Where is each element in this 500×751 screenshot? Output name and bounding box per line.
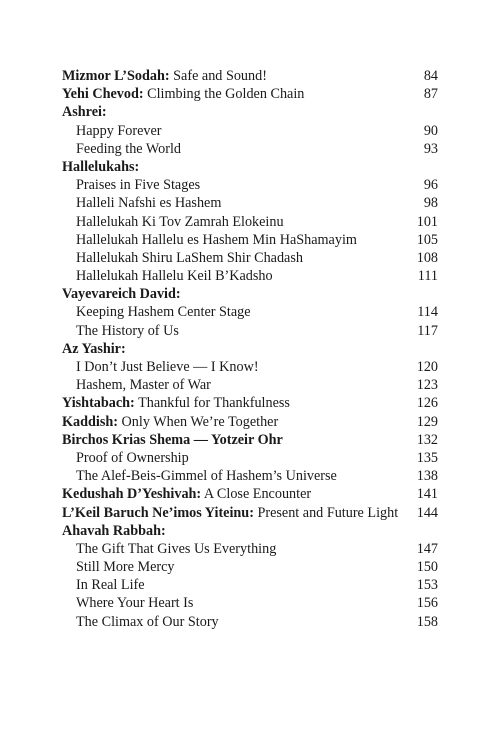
toc-subentry — [62, 467, 438, 485]
toc-entry — [62, 522, 438, 540]
toc-entry-title — [62, 85, 304, 103]
toc-subentry — [62, 449, 438, 467]
table-of-contents — [62, 67, 438, 631]
toc-page-number: 153 — [416, 577, 438, 594]
toc-entry — [62, 394, 438, 412]
toc-page-number: 87 — [423, 86, 438, 103]
toc-entry-subtitle: Keeping Hashem Center Stage — [76, 304, 251, 321]
toc-entry-title — [62, 449, 189, 467]
toc-page-number: 93 — [423, 140, 438, 157]
toc-entry-heading: Ahavah Rabbah: — [62, 522, 166, 539]
toc-entry-title — [62, 376, 211, 394]
toc-entry-heading: Kedushah D’Yeshivah: — [62, 486, 202, 503]
toc-entry-title — [62, 67, 267, 85]
toc-entry-subtitle: Hashem, Master of War — [76, 377, 211, 394]
toc-page-number: 123 — [416, 377, 438, 394]
toc-entry-title — [62, 176, 200, 194]
toc-entry-heading: Ashrei: — [62, 104, 107, 121]
toc-entry-title — [62, 504, 398, 522]
toc-subentry — [62, 122, 438, 140]
toc-entry-title — [62, 158, 139, 176]
toc-entry-subtitle: Safe and Sound! — [169, 68, 267, 84]
toc-entry-subtitle: Still More Mercy — [76, 559, 175, 576]
toc-entry-heading: Vayevareich David: — [62, 286, 181, 303]
toc-page-number: 147 — [416, 540, 438, 557]
toc-entry-subtitle: The History of Us — [76, 322, 179, 339]
toc-page-number: 141 — [416, 486, 438, 503]
toc-page-number: 84 — [423, 68, 438, 84]
toc-entry-subtitle: The Gift That Gives Us Everything — [76, 540, 277, 557]
toc-entry-title — [62, 340, 126, 358]
toc-entry-subtitle: The Climax of Our Story — [76, 613, 219, 630]
toc-subentry — [62, 576, 438, 594]
toc-entry-subtitle: Hallelukah Ki Tov Zamrah Elokeinu — [76, 213, 284, 230]
toc-entry-title — [62, 413, 278, 431]
toc-subentry — [62, 249, 438, 267]
toc-page-number: 90 — [423, 122, 438, 139]
toc-page-number: 156 — [416, 595, 438, 612]
toc-entry-subtitle: Halleli Nafshi es Hashem — [76, 195, 222, 212]
toc-page-number: 117 — [417, 322, 438, 339]
toc-subentry — [62, 540, 438, 558]
toc-subentry — [62, 594, 438, 612]
toc-entry — [62, 103, 438, 121]
toc-entry — [62, 85, 438, 103]
toc-entry — [62, 340, 438, 358]
toc-subentry — [62, 194, 438, 212]
toc-subentry — [62, 176, 438, 194]
toc-entry-title — [62, 467, 337, 485]
toc-subentry — [62, 358, 438, 376]
toc-entry-heading: Yishtabach: — [62, 395, 135, 412]
toc-subentry — [62, 322, 438, 340]
toc-entry-subtitle: Present and Future Light — [253, 504, 399, 521]
toc-entry-title — [62, 249, 303, 267]
toc-entry-title — [62, 613, 219, 631]
toc-entry — [62, 285, 438, 303]
toc-entry-subtitle: Climbing the Golden Chain — [143, 86, 305, 103]
toc-entry-subtitle: Where Your Heart Is — [76, 595, 194, 612]
toc-entry-subtitle: Hallelukah Shiru LaShem Shir Chadash — [76, 249, 303, 266]
toc-entry-subtitle: In Real Life — [76, 577, 145, 594]
toc-page-number: 101 — [416, 213, 438, 230]
toc-entry-subtitle: I Don’t Just Believe — I Know! — [76, 359, 259, 375]
toc-page-number: 98 — [423, 195, 438, 212]
toc-entry — [62, 413, 438, 431]
toc-entry-subtitle: The Alef-Beis-Gimmel of Hashem’s Universe — [76, 468, 337, 485]
toc-entry-heading: Yehi Chevod: — [62, 86, 144, 103]
toc-page-number: 105 — [416, 231, 438, 248]
toc-entry-title — [62, 213, 284, 231]
toc-entry-heading: Mizmor L’Sodah: — [62, 68, 170, 84]
toc-entry-subtitle: Hallelukah Hallelu Keil B’Kadsho — [76, 268, 273, 285]
toc-entry-heading: Hallelukahs: — [62, 158, 140, 175]
toc-entry-heading: Az Yashir: — [62, 340, 126, 357]
toc-subentry — [62, 231, 438, 249]
toc-entry-title — [62, 540, 276, 558]
toc-entry-title — [62, 322, 179, 340]
toc-subentry — [62, 613, 438, 631]
toc-page-number: 111 — [417, 268, 438, 285]
toc-subentry — [62, 213, 438, 231]
toc-entry-title — [62, 194, 221, 212]
toc-page-number: 108 — [416, 249, 438, 266]
toc-entry-heading: Birchos Krias Shema — Yotzeir Ohr — [62, 431, 283, 448]
toc-page-number: 144 — [416, 504, 438, 521]
toc-entry — [62, 431, 438, 449]
toc-page-number: 150 — [416, 559, 438, 576]
toc-page-number: 114 — [417, 304, 438, 321]
toc-entry-heading: Kaddish: — [62, 413, 118, 430]
toc-subentry — [62, 376, 438, 394]
toc-entry-subtitle: Only When We’re Together — [118, 413, 279, 430]
toc-entry-title — [62, 103, 107, 121]
toc-entry-title — [62, 576, 145, 594]
toc-entry-subtitle: Proof of Ownership — [76, 449, 189, 466]
toc-subentry — [62, 303, 438, 321]
toc-page-number: 135 — [416, 449, 438, 466]
toc-entry-title — [62, 358, 259, 376]
toc-entry-title — [62, 231, 357, 249]
toc-entry-title — [62, 522, 166, 540]
toc-entry-title — [62, 267, 273, 285]
toc-page-number: 120 — [416, 359, 438, 375]
toc-entry-title — [62, 122, 162, 140]
toc-entry-subtitle: Praises in Five Stages — [76, 177, 201, 194]
toc-page-number: 129 — [416, 413, 438, 430]
toc-entry — [62, 67, 438, 85]
toc-entry-subtitle: Thankful for Thankfulness — [134, 395, 290, 412]
toc-entry — [62, 485, 438, 503]
toc-entry-subtitle: A Close Encounter — [201, 486, 312, 503]
toc-page-number: 132 — [416, 431, 438, 448]
toc-entry-title — [62, 140, 181, 158]
toc-entry-title — [62, 431, 283, 449]
toc-subentry — [62, 267, 438, 285]
toc-entry-title — [62, 485, 311, 503]
toc-entry-subtitle: Feeding the World — [76, 140, 181, 157]
toc-entry-subtitle: Happy Forever — [76, 122, 162, 139]
toc-page-number: 138 — [416, 468, 438, 485]
toc-subentry — [62, 140, 438, 158]
toc-entry — [62, 158, 438, 176]
toc-page-number: 126 — [416, 395, 438, 412]
toc-entry-title — [62, 394, 290, 412]
toc-subentry — [62, 558, 438, 576]
toc-entry-heading: L’Keil Baruch Ne’imos Yiteinu: — [62, 504, 254, 521]
toc-entry-subtitle: Hallelukah Hallelu es Hashem Min HaShamayim — [76, 231, 357, 248]
toc-entry-title — [62, 558, 175, 576]
toc-page-number: 96 — [423, 177, 438, 194]
toc-entry-title — [62, 594, 193, 612]
toc-entry — [62, 504, 438, 522]
toc-entry-title — [62, 285, 181, 303]
toc-page-number: 158 — [416, 613, 438, 630]
toc-entry-title — [62, 303, 251, 321]
